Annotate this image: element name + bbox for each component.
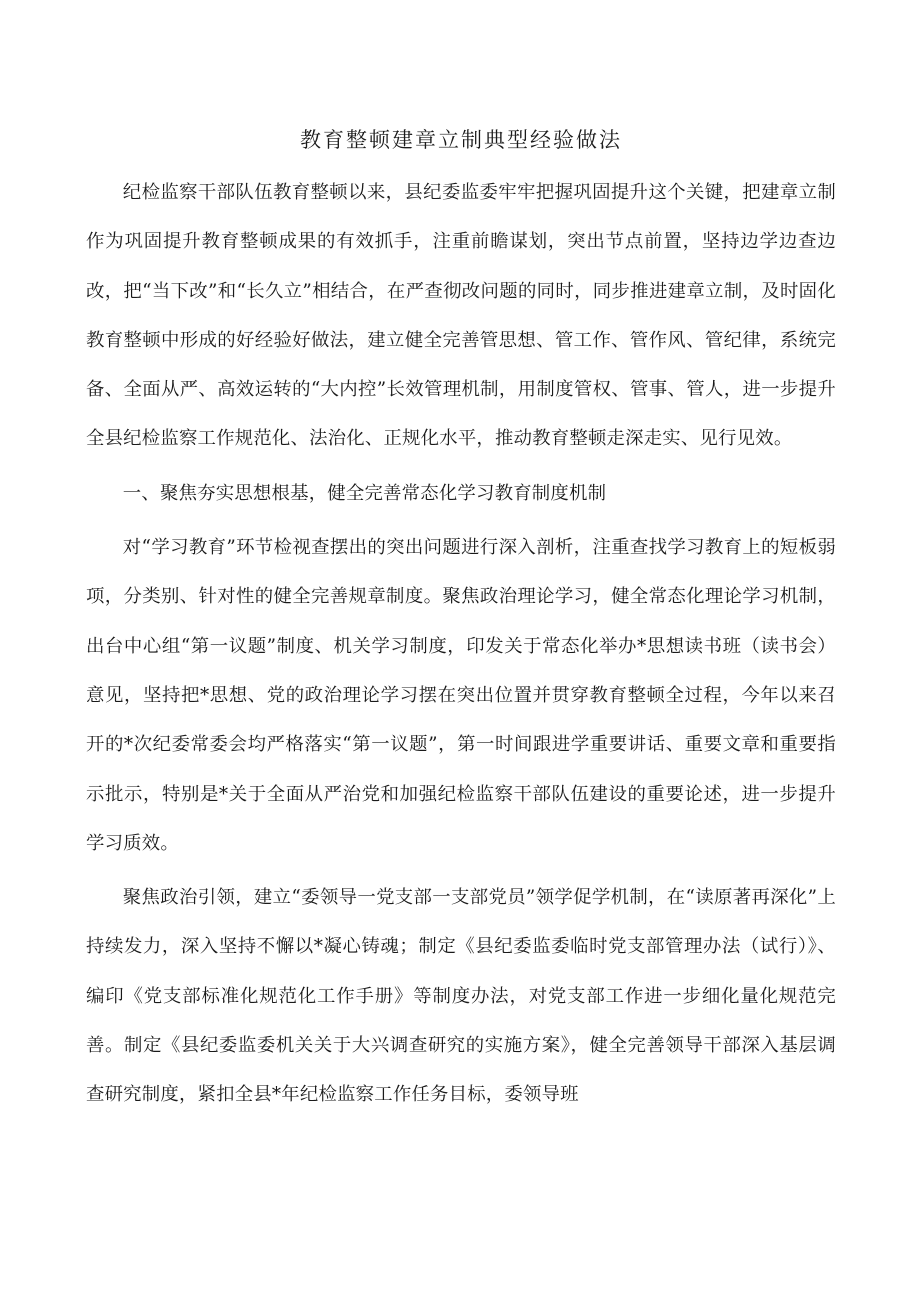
document-page bbox=[86, 112, 836, 1120]
section-heading-1: 一、聚焦夯实思想根基，健全完善常态化学习教育制度机制 bbox=[122, 482, 607, 504]
section1-paragraph-2: 聚焦政治引领，建立“委领导一党支部一支部党员”领学促学机制，在“读原著再深化”上持续发力，深入坚持不懈以*凝心铸魂；制定《县纪委监委临时党支部管理办法（试行）》、编印《党支部标准化规范化工作手册》等制度办法，对党支部工作进一步细化量化规范完善。制定《县纪委监委机关关于大兴调查研究的实施方案》，健全完善领导干部深入基层调查研究制度，紧扣全县*年纪检监察工作任务目标，委领导班 bbox=[86, 887, 836, 1106]
document-title: 教育整顿建章立制典型经验做法 bbox=[300, 128, 622, 152]
section1-paragraph-1: 对“学习教育”环节检视查摆出的突出问题进行深入剖析，注重查找学习教育上的短板弱项，分类别、针对性的健全完善规章制度。聚焦政治理论学习，健全常态化理论学习机制，出台中心组“第一议题”制度、机关学习制度，印发关于常态化举办*思想读书班（读书会）意见，坚持把*思想、党的政治理论学习摆在突出位置并贯穿教育整顿全过程，今年以来召开的*次纪委常委会均严格落实“第一议题”，第一时间跟进学重要讲话、重要文章和重要指示批示，特别是*关于全面从严治党和加强纪检监察干部队伍建设的重要论述，进一步提升学习质效。 bbox=[86, 537, 836, 854]
intro-paragraph: 纪检监察干部队伍教育整顿以来，县纪委监委牢牢把握巩固提升这个关键，把建章立制作为巩固提升教育整顿成果的有效抓手，注重前瞻谋划，突出节点前置，坚持边学边查边改，把“当下改”和“长久立”相结合，在严查彻改问题的同时，同步推进建章立制，及时固化教育整顿中形成的好经验好做法，建立健全完善管思想、管工作、管作风、管纪律，系统完备、全面从严、高效运转的“大内控”长效管理机制，用制度管权、管事、管人，进一步提升全县纪检监察工作规范化、法治化、正规化水平，推动教育整顿走深走实、见行见效。 bbox=[86, 182, 836, 450]
